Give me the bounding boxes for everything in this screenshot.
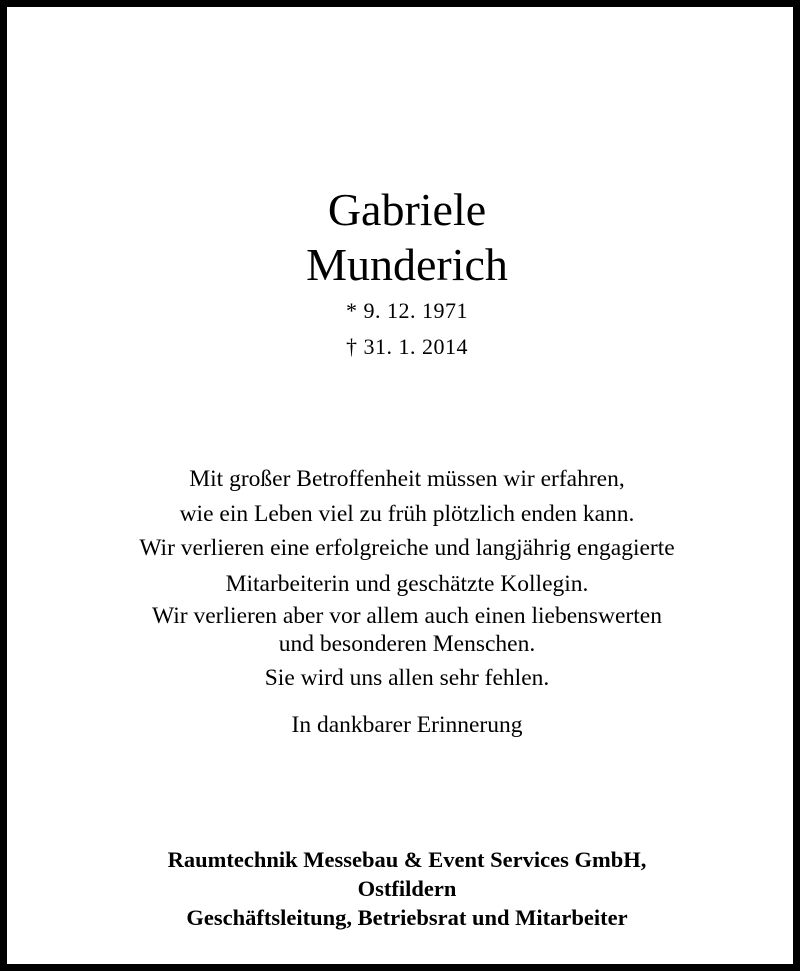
deceased-first-name: Gabriele [327,184,487,235]
closing-line: In dankbarer Erinnerung [291,712,523,738]
message-line: Wir verlieren eine erfolgreiche und langjährig engagierte [139,535,675,561]
sender-company: Raumtechnik Messebau & Event Services GmbH, [167,847,647,872]
message-line: Mitarbeiterin und geschätzte Kollegin. [225,571,589,597]
deceased-last-name: Munderich [306,239,508,290]
message-line: und besonderen Menschen. [278,631,536,657]
birth-date: * 9. 12. 1971 [346,298,468,323]
message-line: wie ein Leben viel zu früh plötzlich enden kann. [179,501,635,527]
message-line: Wir verlieren aber vor allem auch einen liebenswerten [152,603,662,629]
message-line: Mit großer Betroffenheit müssen wir erfahren, [189,466,625,492]
death-date: † 31. 1. 2014 [346,334,468,359]
sender-location: Ostfildern [357,876,457,901]
sender-signatories: Geschäftsleitung, Betriebsrat und Mitarbeiter [186,905,628,930]
message-line: Sie wird uns allen sehr fehlen. [264,665,550,691]
